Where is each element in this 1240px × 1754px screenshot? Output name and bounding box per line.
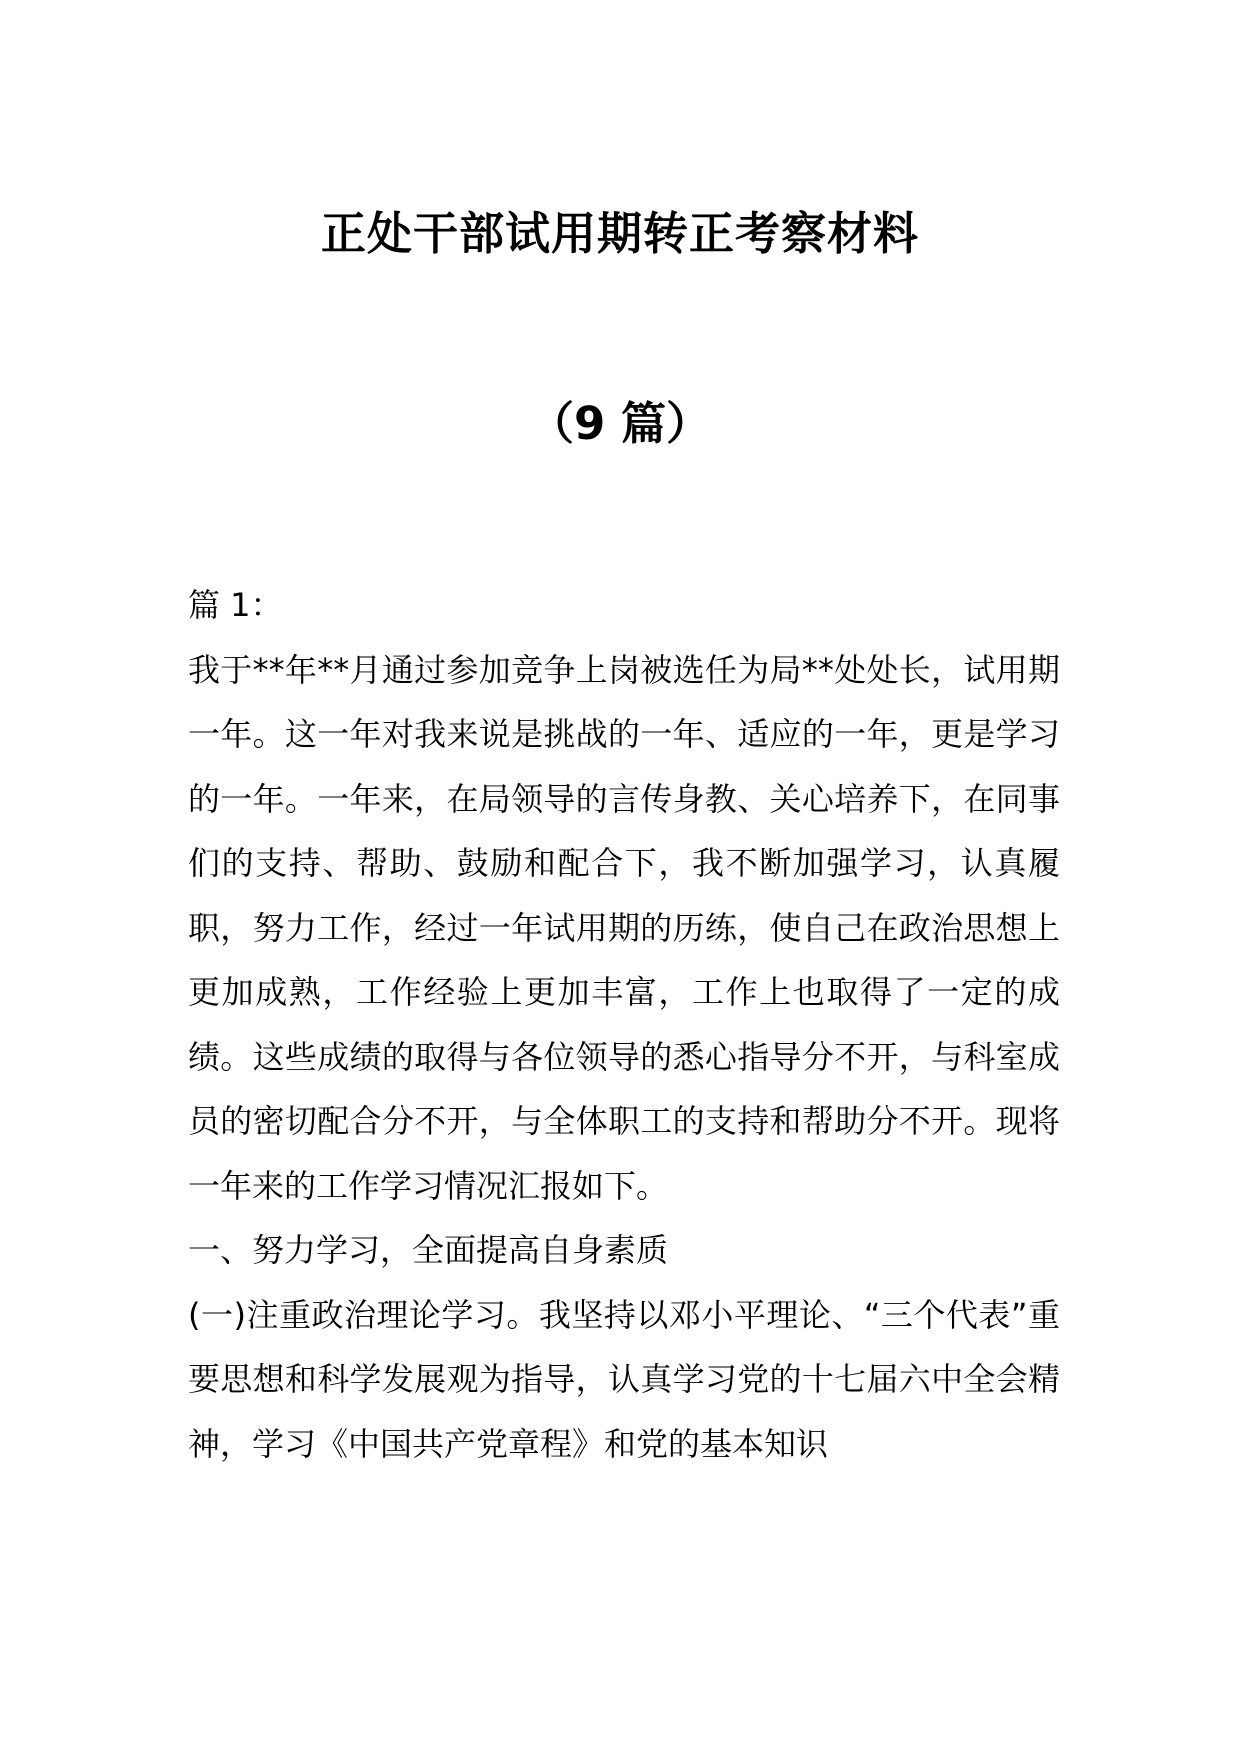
body-paragraph: (一)注重政治理论学习。我坚持以邓小平理论、“三个代表”重要思想和科学发展观为指导，认真学习党的十七届六中全会精神，学习《中国共产党章程》和党的基本知识 — [188, 1295, 1060, 1463]
document-subtitle: （9 篇） — [529, 397, 711, 450]
document-body — [188, 573, 1060, 1476]
document-title: 正处干部试用期转正考察材料 — [320, 207, 919, 260]
body-paragraph: 我于**年**月通过参加竞争上岗被选任为局**处处长，试用期一年。这一年对我来说是挑战的一年、适应的一年，更是学习的一年。一年来，在局领导的言传身教、关心培养下，在同事们的支持、帮助、鼓励和配合下，我不断加强学习，认真履职，努力工作，经过一年试用期的历练，使自己在政治思想上更加成熟，工作经验上更加丰富，工作上也取得了一定的成绩。这些成绩的取得与各位领导的悉心指导分不开，与科室成员的密切配合分不开，与全体职工的支持和帮助分不开。现将一年来的工作学习情况汇报如下。 — [188, 650, 1060, 1205]
section-heading: 一、努力学习，全面提高自身素质 — [188, 1231, 669, 1269]
section-label: 篇 1： — [188, 586, 283, 624]
